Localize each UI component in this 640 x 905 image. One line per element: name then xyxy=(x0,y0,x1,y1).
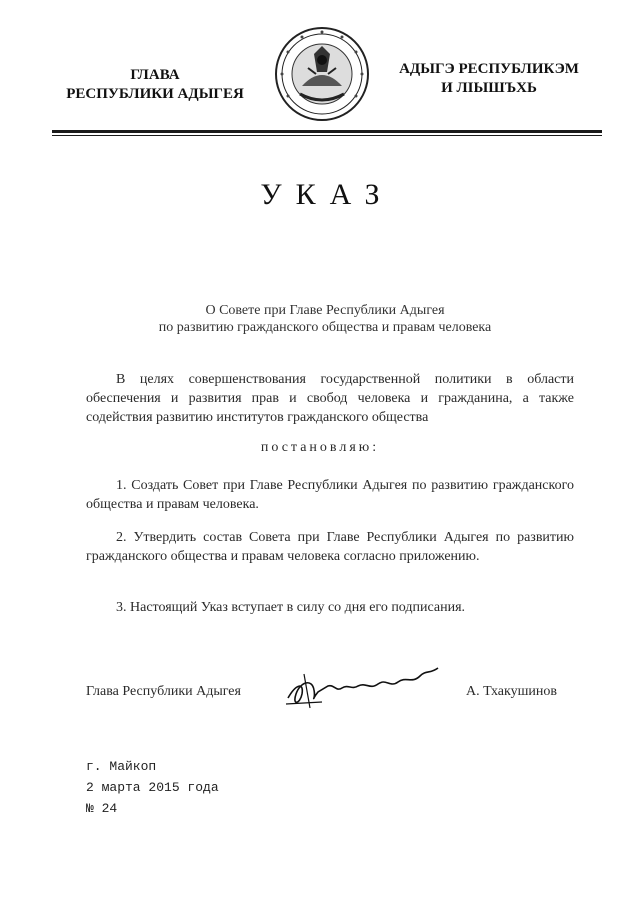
subject-line2: по развитию гражданского общества и правам человека xyxy=(158,320,492,335)
footer-city: г. Майкоп xyxy=(86,759,157,774)
header-left-line2: РЕСПУБЛИКИ АДЫГЕЯ xyxy=(66,86,244,102)
header-divider-thin xyxy=(52,135,602,136)
decree-item-text: 1. Создать Совет при Главе Республики Адыгея по развитию гражданского общества и правам человека. xyxy=(86,478,574,512)
document-title: УКАЗ xyxy=(260,178,394,211)
document-subject xyxy=(60,302,590,336)
preamble-text: В целях совершенствования государственной политики в области обеспечения и развития прав и свобод человека и гражданина, а также содействия развитию институтов гражданского общества xyxy=(86,372,574,425)
header-left-line1: ГЛАВА xyxy=(130,67,180,83)
footer-date: 2 марта 2015 года xyxy=(86,780,219,795)
header-right-line2: И ЛІЫШЪХЬ xyxy=(441,80,537,96)
header-divider-thick xyxy=(52,130,602,133)
handwritten-signature-icon xyxy=(282,664,452,712)
header-left xyxy=(40,66,270,104)
header-right xyxy=(374,60,604,98)
footer-number: № 24 xyxy=(86,801,118,816)
decree-item-1 xyxy=(86,476,574,514)
signature-name: А. Тхакушинов xyxy=(466,684,557,699)
signature-position: Глава Республики Адыгея xyxy=(86,684,241,699)
preamble xyxy=(86,370,574,427)
decree-item-text: 2. Утвердить состав Совета при Главе Республики Адыгея по развитию гражданского общества и правам человека согласно приложению. xyxy=(86,530,574,564)
decree-item-text: 3. Настоящий Указ вступает в силу со дня его подписания. xyxy=(116,600,466,615)
header-right-line1: АДЫГЭ РЕСПУБЛИКЭМ xyxy=(399,61,579,77)
subject-line1: О Совете при Главе Республики Адыгея xyxy=(205,303,445,318)
footer xyxy=(86,756,219,819)
coat-of-arms-emblem-icon xyxy=(272,24,372,124)
decree-item-2 xyxy=(86,528,574,566)
decree-word: постановляю: xyxy=(260,440,380,455)
decree-item-3 xyxy=(86,598,574,617)
